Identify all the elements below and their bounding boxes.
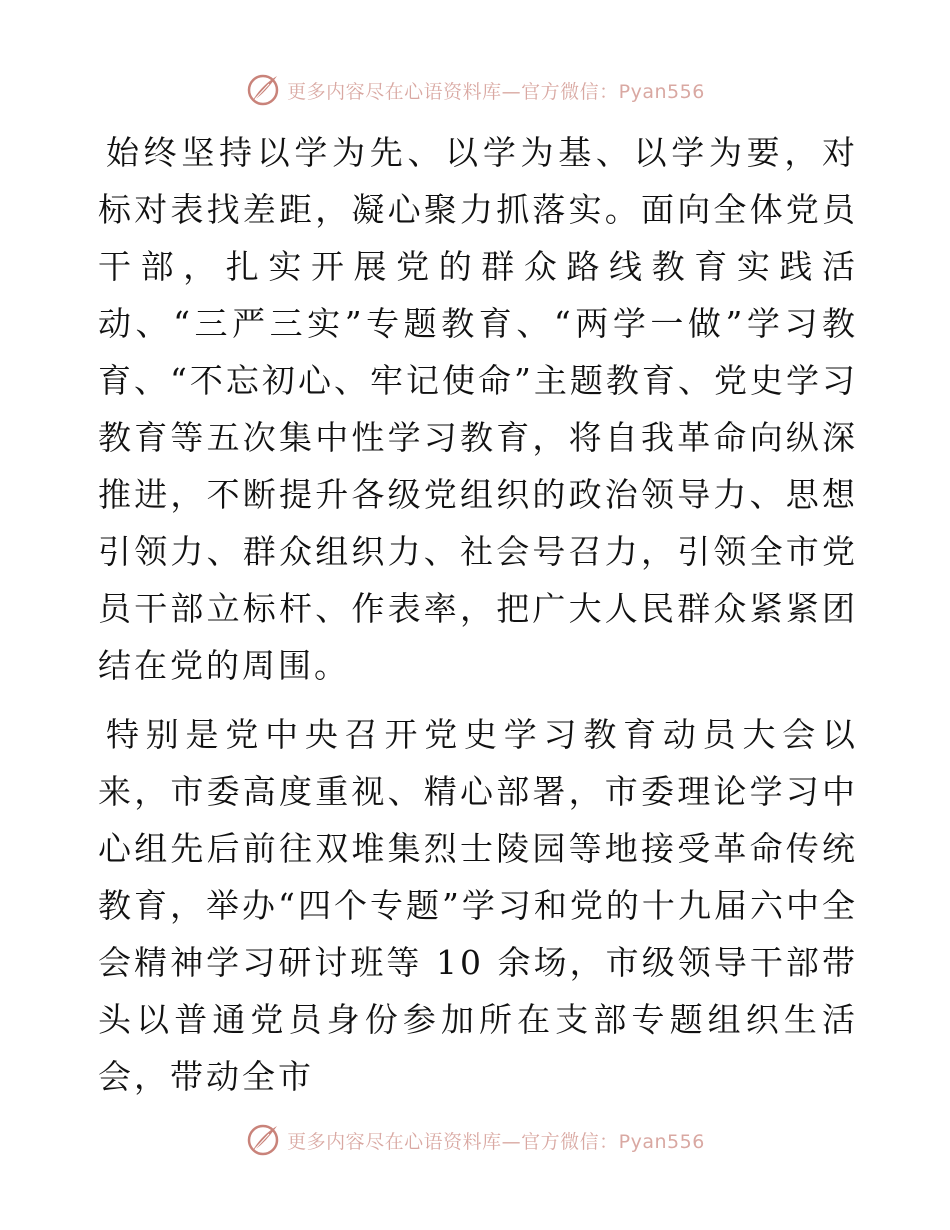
footer-watermark [0,1120,950,1160]
watermark-text: 更多内容尽在心语资料库—官方微信：Pyan556 [287,80,705,103]
header-watermark [0,70,950,110]
watermark-text: 更多内容尽在心语资料库—官方微信：Pyan556 [287,1130,705,1153]
feather-logo-icon [245,1122,281,1158]
document-body [98,124,858,1105]
feather-logo-icon [245,72,281,108]
paragraph-1: 始终坚持以学为先、以学为基、以学为要，对标对表找差距，凝心聚力抓落实。面向全体党员干部，扎实开展党的群众路线教育实践活动、“三严三实”专题教育、“两学一做”学习教育、“不忘初心、牢记使命”主题教育、党史学习教育等五次集中性学习教育，将自我革命向纵深推进，不断提升各级党组织的政治领导力、思想引领力、群众组织力、社会号召力，引领全市党员干部立标杆、作表率，把广大人民群众紧紧团结在党的周围。 [98,133,858,685]
paragraph-2: 特别是党中央召开党史学习教育动员大会以来，市委高度重视、精心部署，市委理论学习中心组先后前往双堆集烈士陵园等地接受革命传统教育，举办“四个专题”学习和党的十九届六中全会精神学习研讨班等 10 余场，市级领导干部带头以普通党员身份参加所在支部专题组织生活会，带动全市 [98,715,858,1096]
